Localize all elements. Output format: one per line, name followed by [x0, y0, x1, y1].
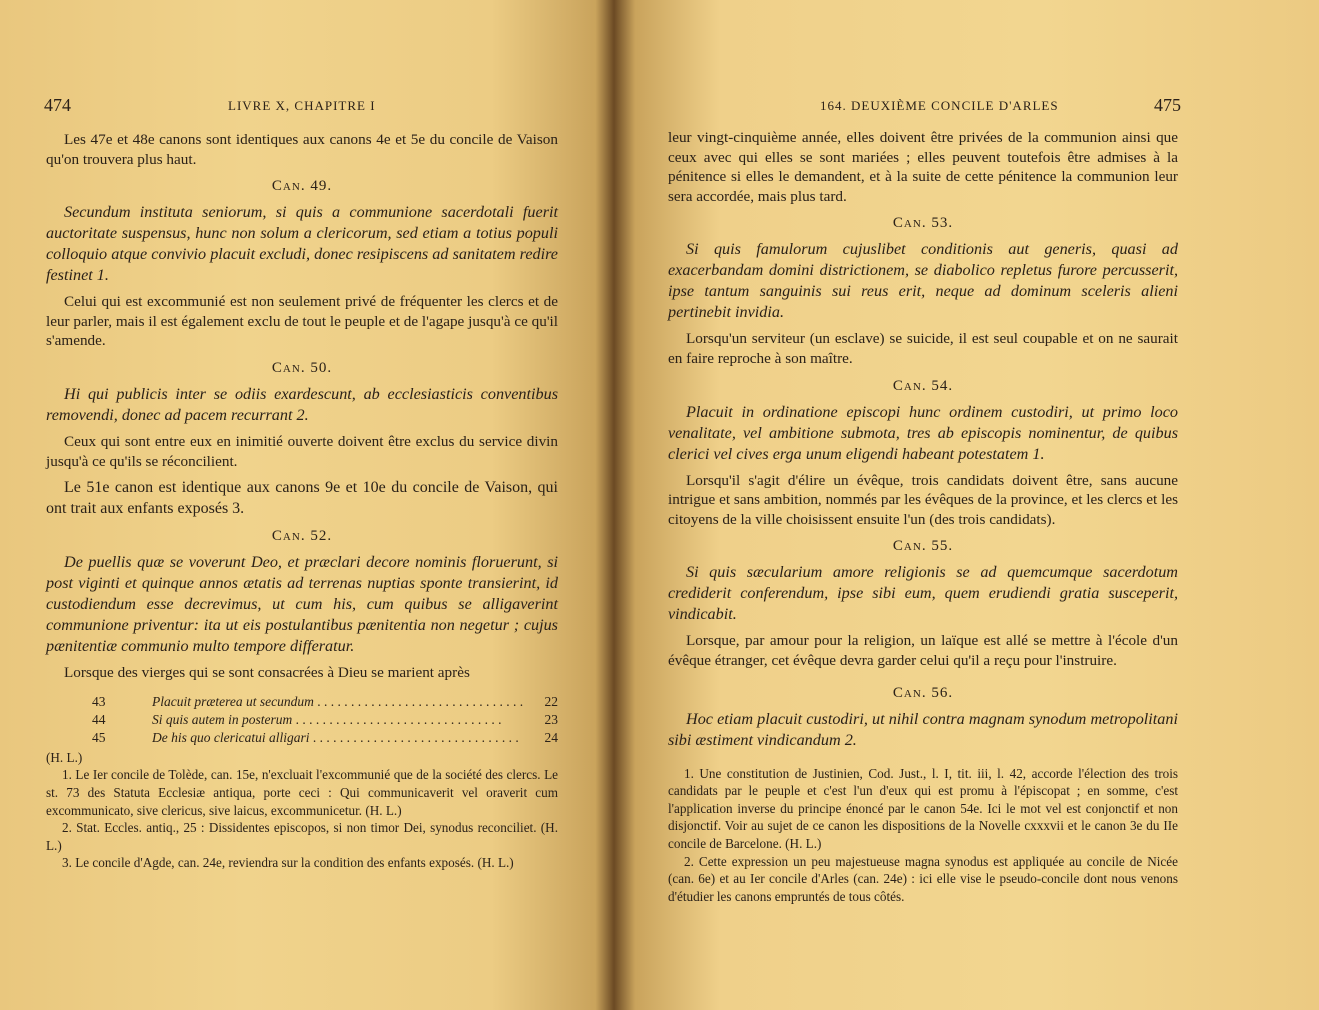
- canon-49-latin: Secundum instituta seniorum, si quis a communione sacerdotali fuerit auctoritate suspensus, hunc non solum a clericorum, sed etiam a totius populi colloquio atque convivio placuit excludi, donec resipiscens ad sanitatem redire festinet 1.: [46, 203, 558, 285]
- canon-54-heading: Can. 54.: [892, 377, 954, 394]
- canon-52-french-start: Lorsque des vierges qui se sont consacrées à Dieu se marient après: [64, 664, 470, 682]
- footnote-1: 1. Le Ier concile de Tolède, can. 15e, n'excluait l'excommunié que de la société des clercs. Le st. 73 des Statuta Ecclesiæ antiqua, porte ceci : Qui communicaverit vel oraverit cum excommunicato, sive clericus, sive laicus, excommunicetur. (H. L.): [46, 767, 558, 818]
- canon-53-french: Lorsqu'un serviteur (un esclave) se suicide, il est seul coupable et on ne saurait en faire reproche à son maître.: [668, 330, 1178, 367]
- canon-49-heading: Can. 49.: [271, 178, 333, 195]
- reference-row: 45 De his quo clericatui alligari . . . 24: [46, 729, 558, 747]
- reference-table: [46, 693, 558, 747]
- left-footnotes: [46, 749, 558, 872]
- canon-50-heading: Can. 50.: [271, 359, 333, 376]
- canon-50-latin: Hi qui publicis inter se odiis exardescunt, ab ecclesiasticis conventibus removendi, donec ad pacem recurrant 2.: [46, 384, 558, 424]
- canon-55-french: Lorsque, par amour pour la religion, un laïque est allé se mettre à l'école d'un évêque étranger, cet évêque devra garder celui qu'il a reçu pour l'instruire.: [668, 632, 1178, 669]
- running-head-right: 164. DEUXIÈME CONCILE D'ARLES: [820, 98, 1059, 113]
- reference-row: 43 Placuit præterea ut secundum . . . 22: [46, 693, 558, 711]
- footnote-1: 1. Une constitution de Justinien, Cod. Just., l. I, tit. iii, l. 42, accorde l'élection des trois candidats par le peuple et c'est l'un d'eux qui est promu à l'épiscopat ; en somme, c'est l'application inverse du principe énoncé par le canon 54e. Ici le mot vel est conjonctif et non disjonctif. Voir au sujet de ce canon les dispositions de la Novelle cxxxvii et le canon 3e du IIe concile de Barcelone. (H. L.): [668, 765, 1178, 851]
- right-body: [668, 128, 1178, 905]
- canon-49-french: Celui qui est excommunié est non seulement privé de fréquenter les clercs et de leur parler, mais il est également exclu de tout le peuple et de l'agape jusqu'à ce qu'il s'amende.: [46, 293, 558, 350]
- page-number-right: 475: [1154, 95, 1181, 115]
- canon-52-latin: De puellis quæ se voverunt Deo, et præclari decore nominis floruerunt, si post viginti et quinque annos ætatis ad terrenas nuptias sponte transierint, id custodiendum esse decrevimus, ut cum his, cum quibus se alligaverint communione priventur: ita ut eis postulantibus pænitentia non negetur ; cujus pænitentiæ communio multo tempore differatur.: [46, 553, 558, 656]
- footnote-3: 3. Le concile d'Agde, can. 24e, reviendra sur la condition des enfants exposés. (H. L.): [62, 855, 514, 871]
- reference-attribution: (H. L.): [46, 749, 83, 765]
- continuation-paragraph: leur vingt-cinquième année, elles doivent être privées de la communion ainsi que ceux avec qui elles se sont mariées ; elles peuvent toutefois être admises à la pénitence si elles le demandent, et à la suite de cette pénitence la communion leur sera accordée, mais plus tard.: [668, 129, 1178, 205]
- right-footnotes: [668, 765, 1178, 906]
- left-body: [46, 130, 558, 872]
- canon-50-french: Ceux qui sont entre eux en inimitié ouverte doivent être exclus du service divin jusqu'à ce qu'ils se réconcilient.: [46, 432, 558, 470]
- reference-row: 44 Si quis autem in posterum . . . 23: [46, 711, 558, 729]
- canon-52-heading: Can. 52.: [271, 528, 333, 545]
- right-page: [614, 0, 1319, 1010]
- left-page: [0, 0, 614, 1010]
- canon-56-latin: Hoc etiam placuit custodiri, ut nihil contra magnam synodum metropolitani sibi æstiment vindicandum 2.: [668, 709, 1178, 749]
- canon-54-french: Lorsqu'il s'agit d'élire un évêque, trois candidats doivent être, sans aucune intrigue et sans ambition, nommés par les évêques de la province, et les clercs et les citoyens de la ville choisissent ensuite l'un (des trois candidats).: [668, 471, 1178, 528]
- canon-53-heading: Can. 53.: [892, 215, 954, 232]
- canon-53-latin: Si quis famulorum cujuslibet conditionis aut generis, quasi ad exacerbandam domini districtionem, se diabolico repletus furore percusserit, ipse tantum sanguinis sui reus erit, neque ad dominum sceleris alieni pertinebit invidia.: [668, 240, 1178, 322]
- canon-55-latin: Si quis sæcularium amore religionis se ad quemcumque sacerdotum crediderit conferendum, ipse sibi eum, quem erudiendi gratia susceperit, vindicabit.: [668, 563, 1178, 624]
- footnote-2: 2. Cette expression un peu majestueuse magna synodus est appliquée au concile de Nicée (can. 6e) et au Ier concile d'Arles (can. 24e) : ici elle vise le pseudo-concile dont nous venons d'étudier les canons empruntés de tous côtés.: [668, 853, 1178, 904]
- canon-51-text: Le 51e canon est identique aux canons 9e et 10e du concile de Vaison, qui ont trait aux enfants exposés 3.: [46, 479, 558, 518]
- running-head-left: LIVRE X, CHAPITRE I: [228, 98, 376, 113]
- footnote-2: 2. Stat. Eccles. antiq., 25 : Dissidentes episcopos, si non timor Dei, synodus reconciliet. (H. L.): [46, 820, 558, 853]
- canon-56-heading: Can. 56.: [892, 684, 954, 701]
- page-number-left: 474: [44, 95, 71, 115]
- intro-paragraph: Les 47e et 48e canons sont identiques aux canons 4e et 5e du concile de Vaison qu'on trouvera plus haut.: [46, 131, 558, 168]
- canon-54-latin: Placuit in ordinatione episcopi hunc ordinem custodiri, ut primo loco venalitate, vel ambitione submota, tres ab episcopis nominentur, de quibus clerici vel cives erga unum eligendi habeant potestatem 1.: [668, 402, 1178, 463]
- canon-55-heading: Can. 55.: [892, 538, 954, 555]
